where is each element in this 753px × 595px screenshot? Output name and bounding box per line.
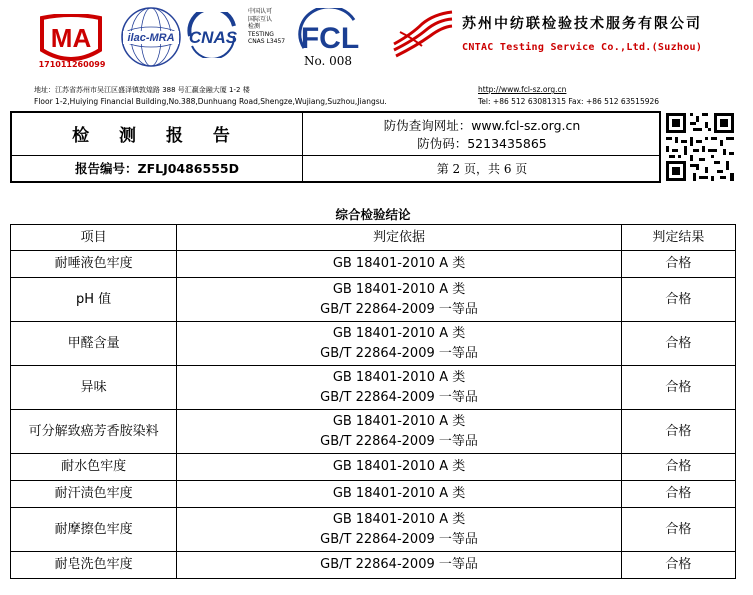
table-row [11, 251, 736, 278]
row-result: 合格 [621, 322, 735, 366]
basis-line: GB/T 22864-2009 一等品 [320, 389, 478, 405]
row-basis [177, 366, 622, 410]
table-row [11, 552, 736, 579]
ilac-mra-logo [120, 6, 182, 68]
row-item: 耐水色牢度 [11, 454, 177, 481]
row-result: 合格 [621, 410, 735, 454]
row-basis [177, 481, 622, 508]
row-basis [177, 278, 622, 322]
row-basis [177, 251, 622, 278]
basis-line: GB 18401-2010 A 类 [332, 325, 466, 341]
cnas-logo-text: CNAS [188, 28, 238, 47]
row-result: 合格 [621, 251, 735, 278]
row-item: pH 值 [11, 278, 177, 322]
conclusion-table [10, 224, 736, 579]
header-result: 判定结果 [621, 225, 735, 251]
basis-line: GB 18401-2010 A 类 [332, 369, 466, 385]
row-basis [177, 454, 622, 481]
cntac-logo [392, 10, 454, 58]
row-result: 合格 [621, 481, 735, 508]
row-item: 甲醛含量 [11, 322, 177, 366]
website-link[interactable]: http://www.fcl-sz.org.cn [478, 85, 567, 94]
table-row [11, 508, 736, 552]
table-row [11, 278, 736, 322]
row-item: 异味 [11, 366, 177, 410]
table-row [11, 410, 736, 454]
basis-line: GB 18401-2010 A 类 [332, 459, 466, 474]
page-indicator: 第 2 页，共 6 页 [436, 162, 528, 176]
fcl-logo-text: FCL [300, 22, 360, 54]
ma-number: 171011260099 [38, 60, 106, 69]
cnas-line: TESTING [248, 30, 274, 38]
cnas-line: 检测 [248, 23, 261, 30]
table-row [11, 366, 736, 410]
row-basis [177, 508, 622, 552]
cnas-accreditation-text [248, 8, 300, 46]
row-item: 耐皂洗色牢度 [11, 552, 177, 579]
row-item: 耐摩擦色牢度 [11, 508, 177, 552]
report-number: 报告编号：ZFLJ0486555D [75, 161, 239, 176]
basis-line: GB/T 22864-2009 一等品 [320, 531, 478, 547]
basis-line: GB 18401-2010 A 类 [332, 511, 466, 527]
row-result: 合格 [621, 552, 735, 579]
table-row [11, 322, 736, 366]
row-basis [177, 410, 622, 454]
address-cn: 地址：江苏省苏州市吴江区盛泽镇敦煌路 388 号汇赢金融大厦 1-2 楼 [34, 86, 250, 94]
row-basis [177, 322, 622, 366]
header-basis: 判定依据 [177, 225, 622, 251]
cnas-line: CNAS L3457 [248, 38, 286, 45]
basis-line: GB 18401-2010 A 类 [332, 486, 466, 501]
address-en: Floor 1-2,Huiying Financial Building,No.388,Dunhuang Road,Shengze,Wujiang,Suzhou,Jiangsu. [34, 97, 387, 106]
row-basis [177, 552, 622, 579]
basis-line: GB/T 22864-2009 一等品 [320, 433, 478, 449]
basis-line: GB 18401-2010 A 类 [332, 256, 466, 271]
header-item: 项目 [11, 225, 177, 251]
basis-line: GB/T 22864-2009 一等品 [320, 301, 478, 317]
row-result: 合格 [621, 454, 735, 481]
row-item: 耐唾液色牢度 [11, 251, 177, 278]
table-row [11, 481, 736, 508]
cnas-line: 国际互认 [248, 15, 273, 23]
basis-line: GB 18401-2010 A 类 [332, 281, 466, 297]
contact-info: Tel: +86 512 63081315 Fax: +86 512 63515926 [478, 97, 660, 106]
basis-line: GB 18401-2010 A 类 [332, 413, 466, 429]
company-name-en: CNTAC Testing Service Co.,Ltd.(Suzhou) [462, 42, 703, 53]
basis-line: GB/T 22864-2009 一等品 [320, 345, 478, 361]
cnas-logo [184, 12, 242, 58]
ma-logo [38, 14, 104, 66]
table-row [11, 454, 736, 481]
row-item: 耐汗渍色牢度 [11, 481, 177, 508]
ilac-logo-text: ilac-MRA [127, 32, 175, 44]
section-title: 综合检验结论 [335, 207, 411, 222]
company-name-cn: 苏州中纺联检验技术服务有限公司 [462, 16, 702, 32]
fcl-number: No. 008 [303, 54, 353, 68]
report-title: 检 测 报 告 [72, 126, 242, 146]
row-result: 合格 [621, 366, 735, 410]
ma-logo-text: MA [50, 23, 92, 53]
basis-line: GB/T 22864-2009 一等品 [320, 557, 478, 572]
row-result: 合格 [621, 278, 735, 322]
fcl-logo [296, 8, 360, 54]
verification-url: 防伪查询网址：www.fcl-sz.org.cn [383, 118, 581, 133]
row-item: 可分解致癌芳香胺染料 [11, 410, 177, 454]
qr-code [664, 111, 736, 183]
report-info-box [10, 111, 661, 183]
verification-code: 防伪码：5213435865 [417, 136, 547, 151]
cnas-line: 中国认可 [248, 8, 273, 15]
row-result: 合格 [621, 508, 735, 552]
table-header-row [11, 225, 736, 251]
